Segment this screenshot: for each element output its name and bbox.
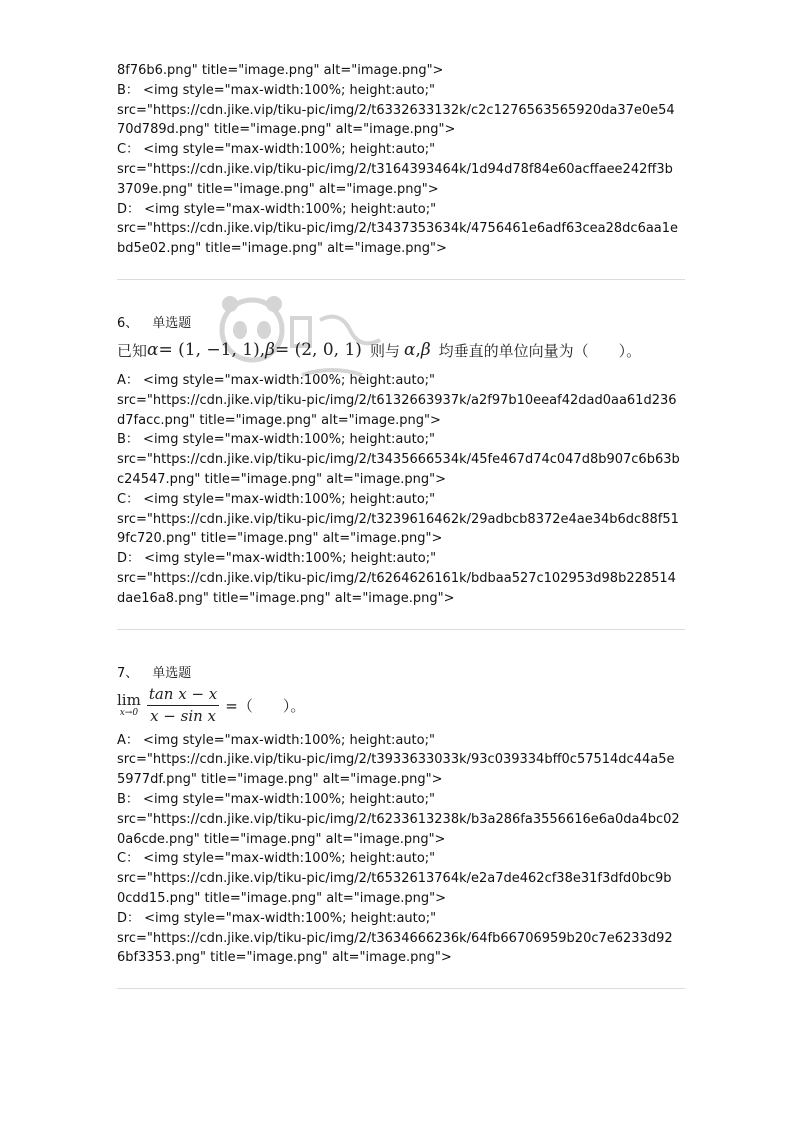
text-line: D： <img style="max-width:100%; height:auto;" — [117, 201, 437, 217]
text-line: src="https://cdn.jike.vip/tiku-pic/img/2/t3435666534k/45fe467d74c047d8b907c6b63b — [117, 452, 680, 468]
text-line: D： <img style="max-width:100%; height:auto;" — [117, 551, 437, 567]
text-line: dae16a8.png" title="image.png" alt="image.png"> — [117, 590, 455, 606]
text-line: 6bf3353.png" title="image.png" alt="image.png"> — [117, 950, 452, 966]
text-line: 3709e.png" title="image.png" alt="image.png"> — [117, 181, 439, 197]
text-line: src="https://cdn.jike.vip/tiku-pic/img/2/t3634666236k/64fb66706959b20c7e6233d92 — [117, 930, 673, 946]
question-number: 6、 — [117, 315, 139, 331]
document-content — [117, 61, 685, 989]
question-6-formula: 已知 α = (1, −1, 1), β = (2, 0, 1) 则与 α , β 均垂直的单位向量为（ ）。 — [117, 340, 642, 361]
question-5-options — [117, 61, 685, 259]
text-line: bd5e02.png" title="image.png" alt="image.png"> — [117, 241, 447, 257]
text-line: src="https://cdn.jike.vip/tiku-pic/img/2/t6233613238k/b3a286fa3556616e6a0da4bc02 — [117, 811, 680, 827]
text-line: 0a6cde.png" title="image.png" alt="image.png"> — [117, 831, 446, 847]
question-6-options — [117, 371, 685, 609]
text-line: src="https://cdn.jike.vip/tiku-pic/img/2/t6532613764k/e2a7de462cf38e31f3dfd0bc9b — [117, 871, 672, 887]
text-line: src="https://cdn.jike.vip/tiku-pic/img/2/t3239616462k/29adbcb8372e4ae34b6dc88f51 — [117, 511, 679, 527]
text-line: A： <img style="max-width:100%; height:auto;" — [117, 732, 435, 748]
section-divider — [117, 988, 685, 989]
text-line: C： <img style="max-width:100%; height:auto;" — [117, 851, 436, 867]
text-line: src="https://cdn.jike.vip/tiku-pic/img/2/t6264626161k/bdbaa527c102953d98b228514 — [117, 570, 676, 586]
text-line: src="https://cdn.jike.vip/tiku-pic/img/2/t3437353634k/4756461e6adf63cea28dc6aa1e — [117, 221, 679, 237]
text-line: B： <img style="max-width:100%; height:auto;" — [117, 82, 435, 98]
question-6-header — [117, 314, 685, 334]
fraction: $\frac{\text{tan x − x}}{\text{x − sin x}}$ — [148, 684, 218, 725]
text-line: src="https://cdn.jike.vip/tiku-pic/img/2/t3933633033k/93c039334bff0c57514dc44a5e — [117, 752, 675, 768]
text-line: 9fc720.png" title="image.png" alt="image.png"> — [117, 531, 443, 547]
text-line: B： <img style="max-width:100%; height:auto;" — [117, 791, 435, 807]
question-7-options — [117, 731, 685, 969]
text-line: src="https://cdn.jike.vip/tiku-pic/img/2/t3164393464k/1d94d78f84e60acffaee242ff3b — [117, 161, 673, 177]
text-line: 0cdd15.png" title="image.png" alt="image.png"> — [117, 890, 447, 906]
text-line: c24547.png" title="image.png" alt="image.png"> — [117, 471, 447, 487]
text-line: 8f76b6.png" title="image.png" alt="image.png"> — [117, 63, 444, 78]
text-line: src="https://cdn.jike.vip/tiku-pic/img/2/t6332633132k/c2c1276563565920da37e0e54 — [117, 102, 675, 118]
question-type: 单选题 — [152, 315, 192, 331]
text-line: src="https://cdn.jike.vip/tiku-pic/img/2/t6132663937k/a2f97b10eeaf42dad0aa61d236 — [117, 392, 677, 408]
text-line: 70d789d.png" title="image.png" alt="image.png"> — [117, 122, 456, 138]
text-line: B： <img style="max-width:100%; height:auto;" — [117, 432, 435, 448]
text-line: d7facc.png" title="image.png" alt="image.png"> — [117, 412, 441, 428]
question-type: 单选题 — [152, 665, 192, 681]
question-7-formula: lim x→0 $\frac{\text{tan x − x}}{\text{x − sin x}}$ =（ ）。 — [117, 684, 306, 725]
text-line: A： <img style="max-width:100%; height:auto;" — [117, 372, 435, 388]
text-line: C： <img style="max-width:100%; height:auto;" — [117, 491, 436, 507]
text-line: 5977df.png" title="image.png" alt="image.png"> — [117, 772, 443, 788]
text-line: C： <img style="max-width:100%; height:auto;" — [117, 142, 436, 158]
text-line: D： <img style="max-width:100%; height:auto;" — [117, 910, 437, 926]
question-number: 7、 — [117, 665, 139, 681]
question-7-header — [117, 664, 685, 684]
